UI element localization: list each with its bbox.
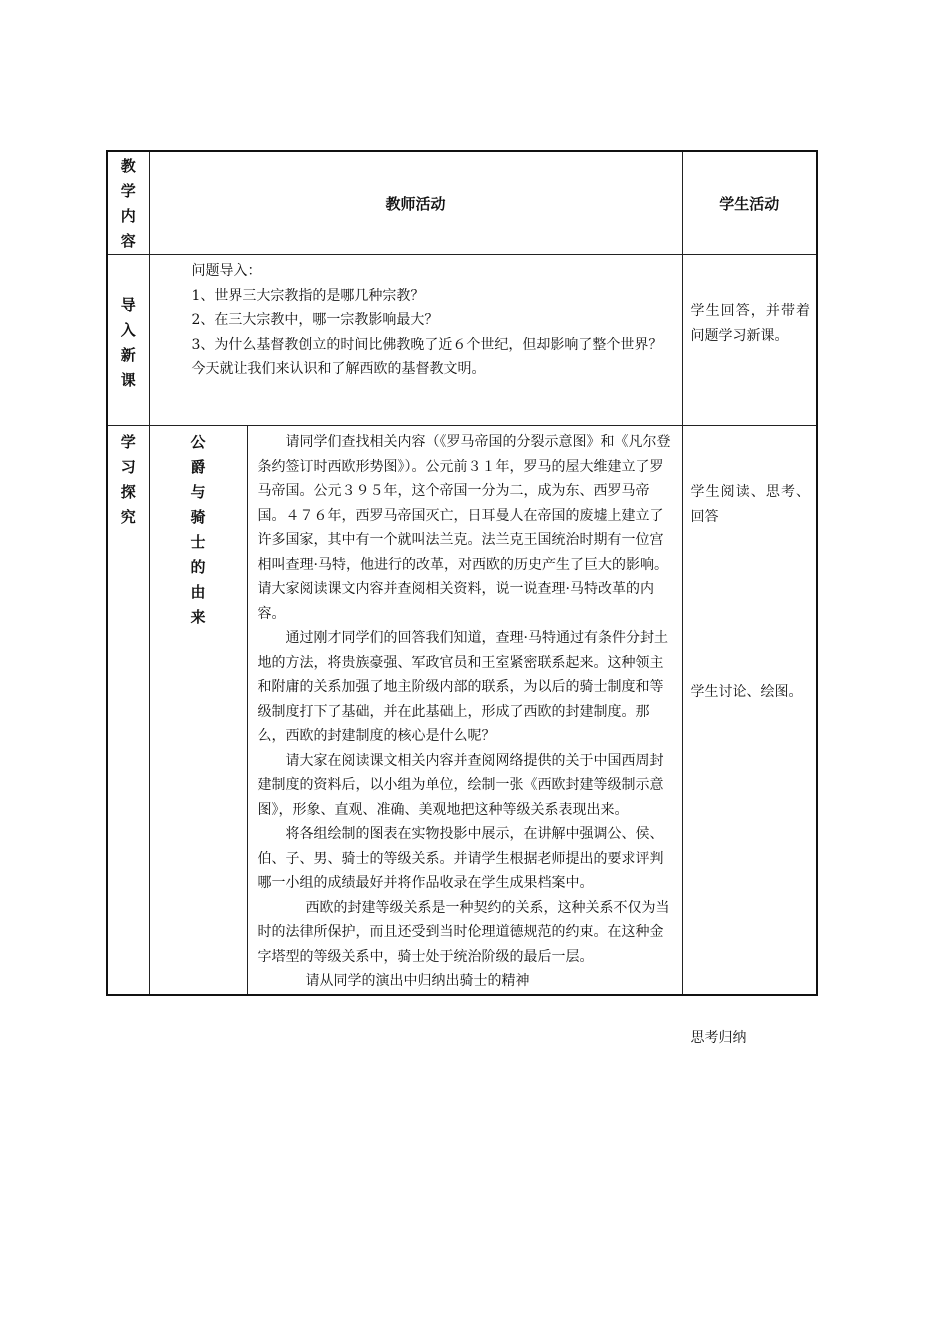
content-header-char: 学 [120, 182, 136, 200]
intro-line: 3、为什么基督教创立的时间比佛教晚了近６个世纪，但却影响了整个世界？ [191, 336, 663, 353]
content-header-char: 教 [120, 157, 136, 175]
intro-teacher-activity [149, 255, 682, 426]
study-label-char: 学 [120, 433, 136, 451]
study-row [107, 426, 817, 995]
content-header-char: 容 [120, 232, 136, 250]
header-row [107, 151, 817, 255]
study-teacher-activity [247, 426, 682, 995]
content-column-header [107, 151, 149, 255]
study-student-activity [682, 426, 817, 1046]
intro-label-char: 新 [120, 346, 136, 364]
study-label-char: 探 [120, 483, 136, 501]
intro-student-text: 学生回答，并带着问题学习新课。 [690, 303, 811, 344]
teacher-paragraph: 西欧的封建等级关系是一种契约的关系，这种关系不仅为当时的法律所保护，而且还受到当时伦理道德规范的约束。在这种金字塔型的等级关系中，骑士处于统治阶级的最后一层。 [257, 899, 670, 965]
teacher-paragraph: 通过刚才同学们的回答我们知道，查理·马特通过有条件分封土地的方法，将贵族豪强、军政官员和王室紧密联系起来。这种领主和附庸的关系加强了地主阶级内部的联系，为以后的骑士制度和等级制度打下了基础，并在此基础上，形成了西欧的封建制度。那么，西欧的封建制度的核心是什么呢？ [257, 630, 668, 744]
teacher-paragraph: 将各组绘制的图表在实物投影中展示，在讲解中强调公、侯、伯、子、男、骑士的等级关系。并请学生根据老师提出的要求评判哪一小组的成绩最好并将作品收录在学生成果档案中。 [257, 826, 664, 891]
subtopic-char: 的 [190, 558, 206, 576]
student-note: 学生阅读、思考、回答 [690, 484, 811, 525]
teacher-paragraph: 请同学们查找相关内容（《罗马帝国的分裂示意图》和《凡尔登条约签订时西欧形势图》）。公元前３１年，罗马的屋大维建立了罗马帝国。公元３９５年，这个帝国一分为二，成为东、西罗马帝国。４７６年，西罗马帝国灭亡，日耳曼人在帝国的废墟上建立了许多国家，其中有一个就叫法兰克。法兰克王国统治时期有一位宫相叫查理·马特，他进行的改革，对西欧的历史产生了巨大的影响。请大家阅读课文内容并查阅相关资料，说一说查理·马特改革的内容。 [257, 434, 671, 622]
intro-line: 1、世界三大宗教指的是哪几种宗教？ [191, 287, 425, 304]
intro-line: 问题导入： [191, 263, 262, 279]
subtopic-char: 公 [190, 433, 206, 451]
intro-row [107, 255, 817, 426]
student-activity-header: 学生活动 [682, 151, 817, 255]
teacher-paragraph: 请大家在阅读课文相关内容并查阅网络提供的关于中国西周封建制度的资料后，以小组为单位，绘制一张《西欧封建等级制示意图》，形象、直观、准确、美观地把这种等级关系表现出来。 [257, 752, 664, 818]
lesson-plan-table [106, 150, 818, 1046]
subtopic-char: 与 [190, 483, 206, 501]
study-label-char: 习 [120, 458, 136, 476]
subtopic-char: 骑 [190, 508, 206, 526]
subtopic-label [149, 426, 247, 995]
intro-line: 2、在三大宗教中，哪一宗教影响最大？ [191, 312, 439, 328]
intro-label-char: 课 [120, 371, 136, 389]
content-header-char: 内 [120, 207, 136, 225]
student-note: 思考归纳 [690, 1030, 747, 1046]
intro-student-activity [682, 255, 817, 426]
subtopic-char: 爵 [190, 458, 206, 476]
teacher-activity-header: 教师活动 [149, 151, 682, 255]
teacher-paragraph: 请从同学的演出中归纳出骑士的精神 [305, 973, 530, 989]
subtopic-char: 来 [190, 608, 206, 626]
study-label [107, 426, 149, 995]
intro-label-char: 入 [120, 321, 136, 339]
subtopic-char: 士 [190, 533, 206, 551]
intro-label [107, 255, 149, 426]
study-label-char: 究 [120, 508, 136, 526]
intro-label-char: 导 [120, 296, 136, 314]
student-note: 学生讨论、绘图。 [690, 684, 803, 700]
subtopic-char: 由 [190, 583, 206, 601]
intro-line: 今天就让我们来认识和了解西欧的基督教文明。 [191, 361, 486, 377]
